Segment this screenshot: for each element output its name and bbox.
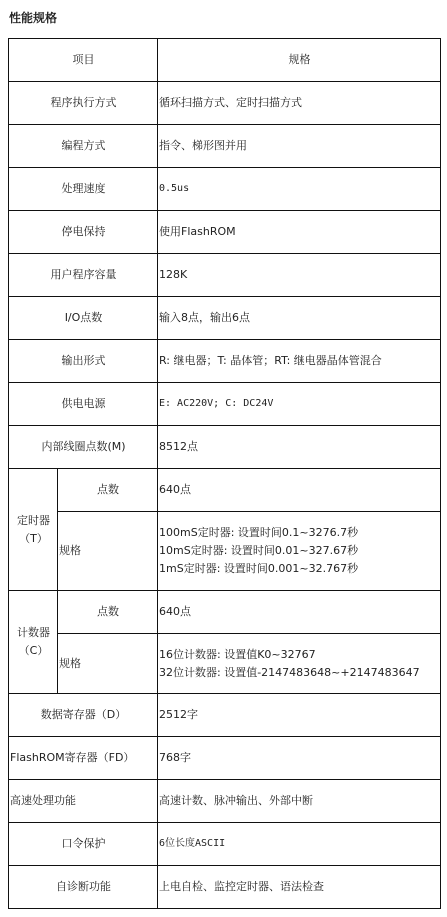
- counter-points-label: 点数: [58, 591, 158, 634]
- table-row: [9, 125, 441, 168]
- counter-label-line1: 计数器: [17, 626, 50, 639]
- row-label: 停电保持: [9, 211, 158, 254]
- timer-label-line1: 定时器: [17, 513, 50, 527]
- row-label: I/O点数: [9, 297, 158, 340]
- timer-spec-row: [9, 512, 441, 591]
- table-row: [9, 737, 441, 780]
- row-value: 8512点: [158, 426, 441, 469]
- row-label: 处理速度: [9, 168, 158, 211]
- table-row: [9, 426, 441, 469]
- table-row: [9, 82, 441, 125]
- row-label: 程序执行方式: [9, 82, 158, 125]
- timer-points-row: [9, 469, 441, 512]
- row-label: 用户程序容量: [9, 254, 158, 297]
- row-value: 768字: [158, 737, 441, 780]
- counter-spec-value: [158, 634, 441, 694]
- timer-spec-label: 规格: [58, 512, 158, 591]
- table-header-row: [9, 39, 441, 82]
- row-value: 6位长度ASCII: [158, 823, 441, 866]
- row-label: FlashROM寄存器（FD）: [9, 737, 158, 780]
- table-row: [9, 211, 441, 254]
- row-value: R: 继电器；T: 晶体管；RT: 继电器晶体管混合: [158, 340, 441, 383]
- table-row: [9, 780, 441, 823]
- row-value: E: AC220V; C: DC24V: [158, 383, 441, 426]
- counter-points-value: 640点: [158, 591, 441, 634]
- row-value: 128K: [158, 254, 441, 297]
- row-label: 内部线圈点数(M): [9, 426, 158, 469]
- row-value: 指令、梯形图并用: [158, 125, 441, 168]
- timer-label-line2: （T）: [19, 531, 48, 545]
- row-label: 供电电源: [9, 383, 158, 426]
- row-label: 编程方式: [9, 125, 158, 168]
- timer-points-label: 点数: [58, 469, 158, 512]
- timer-spec-line: 10mS定时器: 设置时间0.01~327.67秒: [159, 544, 359, 557]
- table-row: [9, 866, 441, 909]
- counter-label-line2: （C）: [18, 644, 49, 657]
- counter-spec-line: 32位计数器: 设置值-2147483648~+2147483647: [159, 665, 420, 679]
- table-row: [9, 823, 441, 866]
- timer-spec-line: 1mS定时器: 设置时间0.001~32.767秒: [159, 562, 359, 575]
- row-value: 上电自检、监控定时器、语法检查: [158, 866, 441, 909]
- table-row: [9, 254, 441, 297]
- table-row: [9, 297, 441, 340]
- timer-spec-line: 100mS定时器: 设置时间0.1~3276.7秒: [159, 526, 359, 539]
- row-value: 循环扫描方式、定时扫描方式: [158, 82, 441, 125]
- row-label: 数据寄存器（D）: [9, 694, 158, 737]
- counter-spec-label: 规格: [58, 634, 158, 694]
- table-row: [9, 383, 441, 426]
- header-spec: 规格: [158, 39, 441, 82]
- row-label: 自诊断功能: [9, 866, 158, 909]
- row-value: 2512字: [158, 694, 441, 737]
- timer-spec-value: [158, 512, 441, 591]
- table-row: [9, 168, 441, 211]
- page-title: 性能规格: [9, 11, 58, 25]
- spec-table: [8, 38, 441, 909]
- row-label: 输出形式: [9, 340, 158, 383]
- timer-points-value: 640点: [158, 469, 441, 512]
- row-label: 口令保护: [9, 823, 158, 866]
- header-item: 项目: [9, 39, 158, 82]
- counter-points-row: [9, 591, 441, 634]
- row-value: 高速计数、脉冲输出、外部中断: [158, 780, 441, 823]
- row-value: 使用FlashROM: [158, 211, 441, 254]
- row-label: 高速处理功能: [9, 780, 158, 823]
- table-row: [9, 694, 441, 737]
- counter-group-label: [9, 591, 58, 694]
- table-row: [9, 340, 441, 383]
- timer-group-label: [9, 469, 58, 591]
- row-value: 0.5us: [158, 168, 441, 211]
- counter-spec-row: [9, 634, 441, 694]
- counter-spec-line: 16位计数器: 设置值K0~32767: [159, 647, 316, 661]
- row-value: 输入8点，输出6点: [158, 297, 441, 340]
